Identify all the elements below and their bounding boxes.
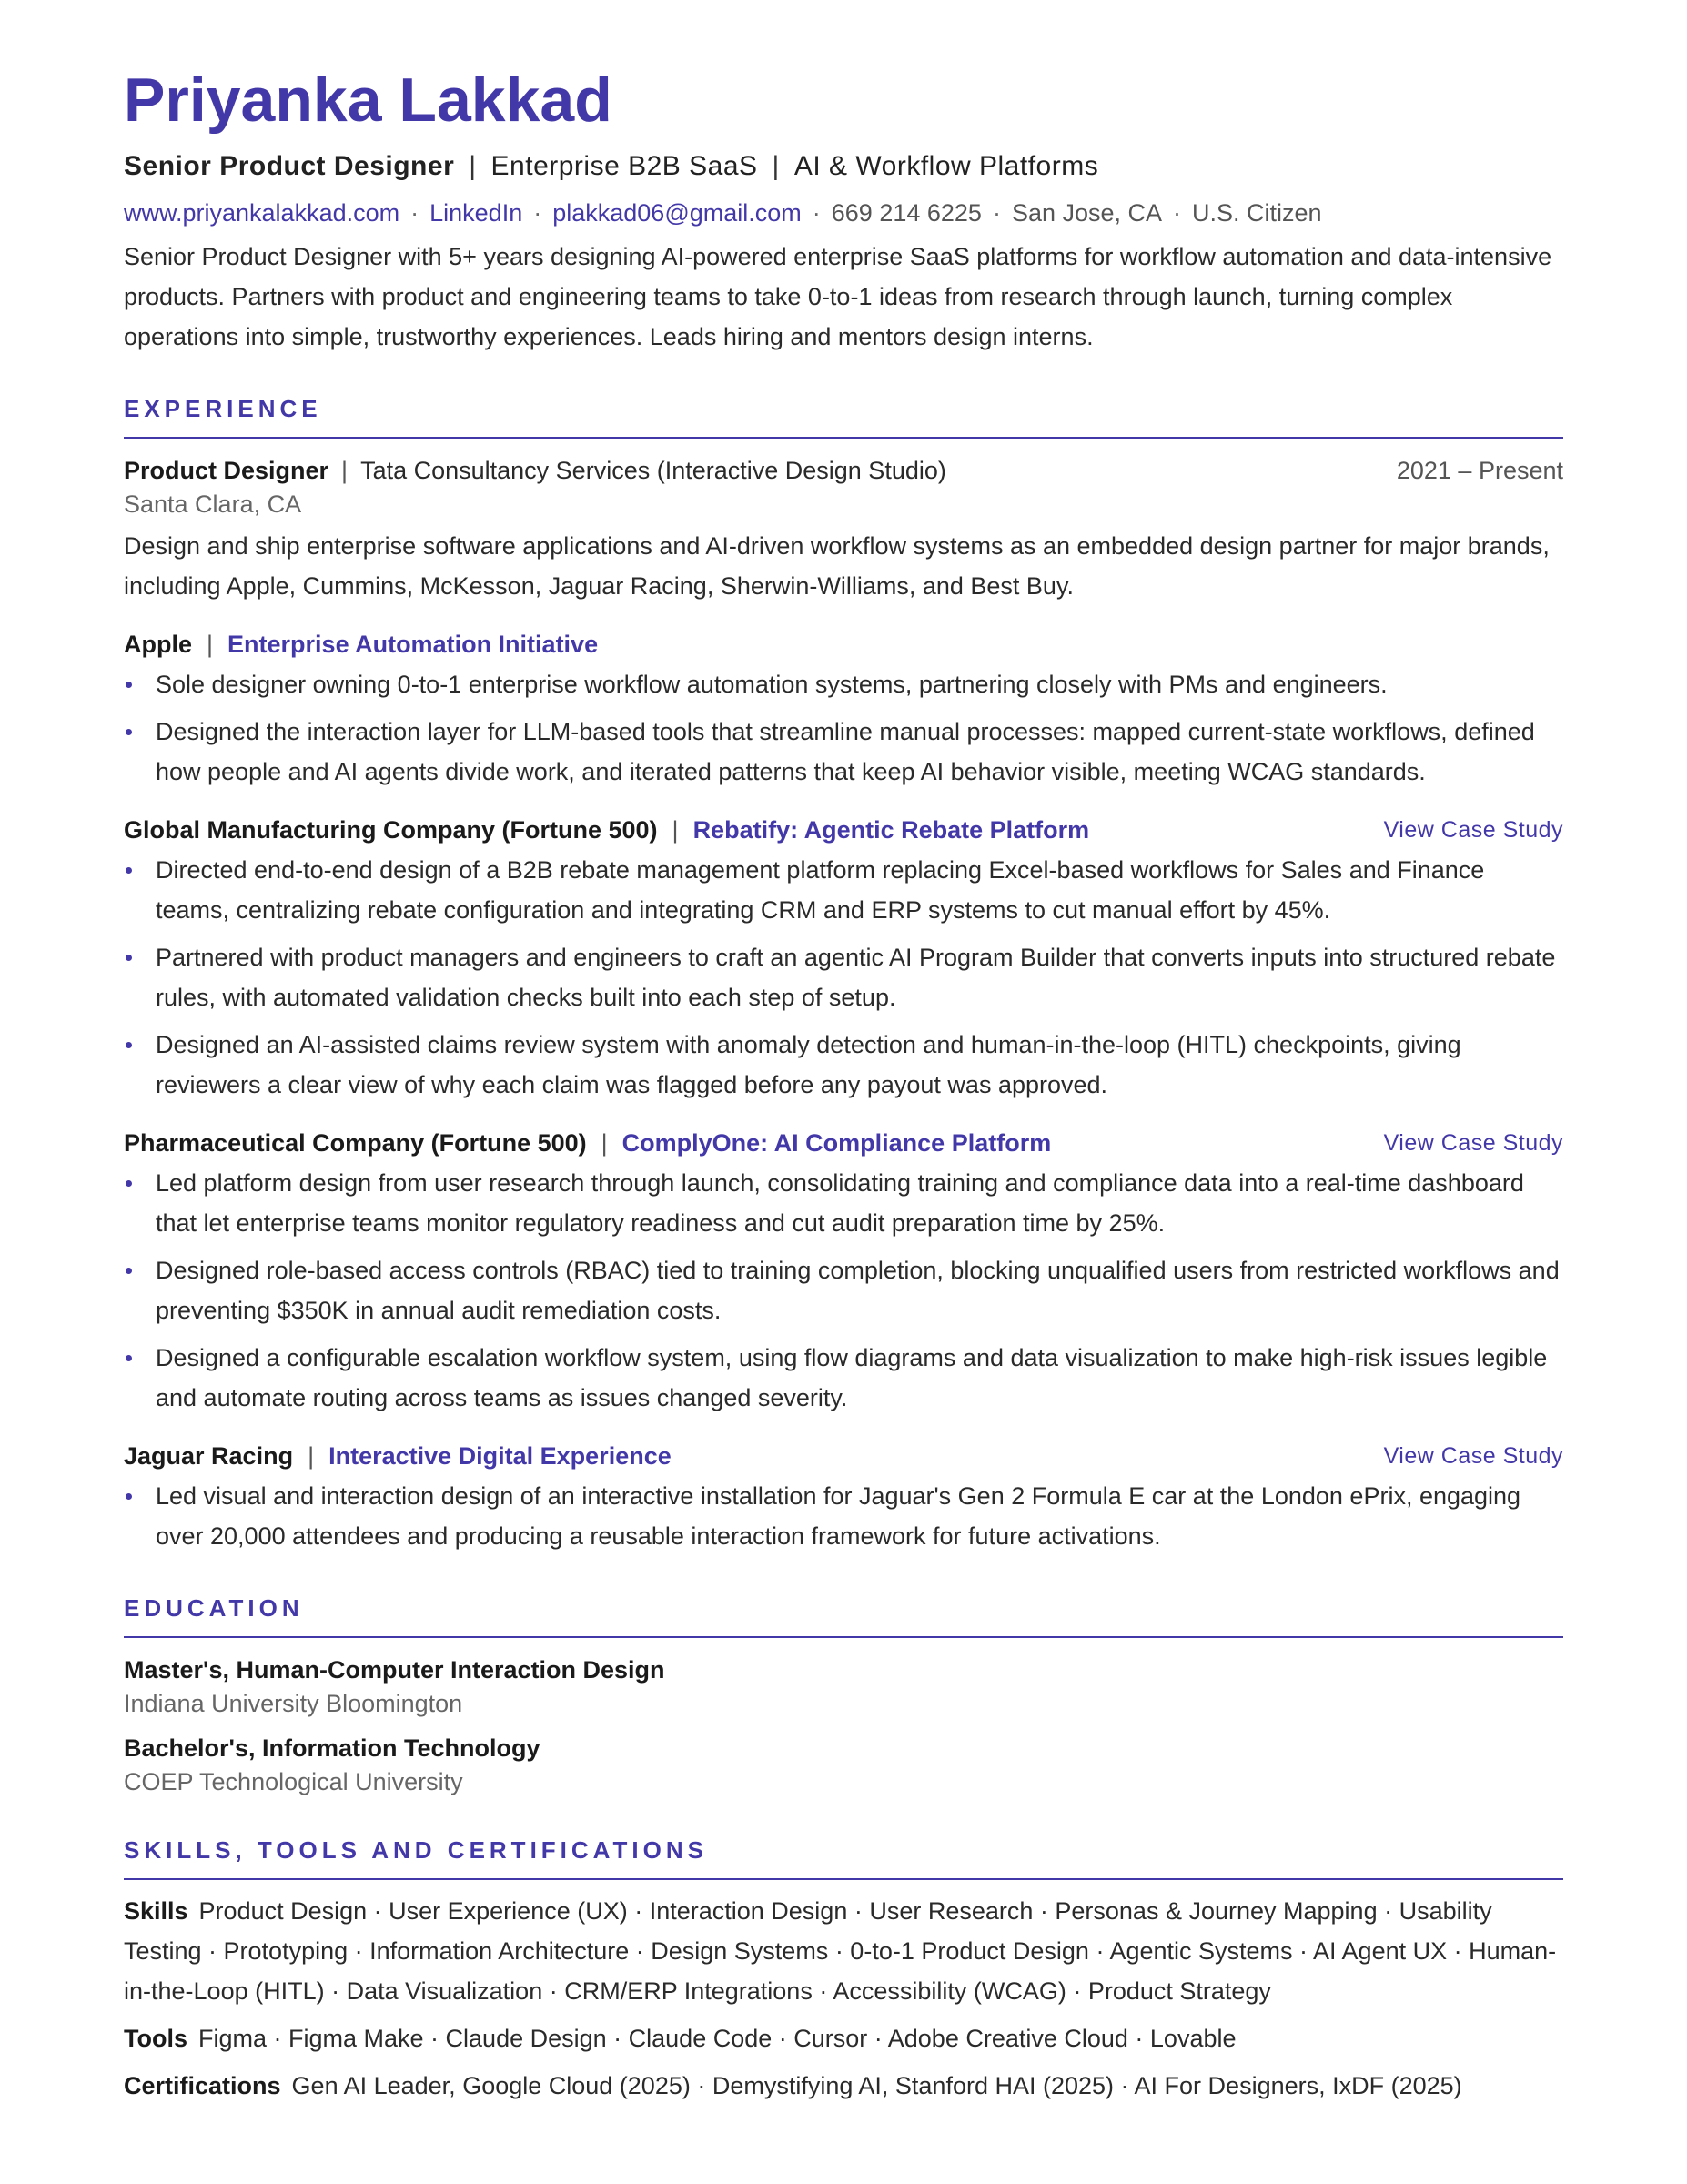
summary: Senior Product Designer with 5+ years designing AI-powered enterprise SaaS platforms for workflow automation and data-intensive products. Partners with product and engineering teams to take 0-to-1 ideas from research through launch, turning complex operations into simple, trustworthy experiences. Leads hiring and mentors design interns.: [124, 243, 1552, 350]
list-item: Designed the interaction layer for LLM-based tools that streamline manual processes: mapped current-state workflows, defined how people and AI agents divide work, and iterated patterns that keep AI behavior visible, meeting WCAG standards.: [124, 712, 1563, 792]
contact-line: [124, 197, 1563, 229]
project-title-line: [124, 812, 1089, 848]
edu-school: Indiana University Bloomington: [124, 1690, 463, 1717]
project-separator: |: [601, 1129, 608, 1157]
contact-dot: ·: [533, 199, 542, 227]
contact-dot: ·: [1173, 199, 1182, 227]
project-bullets-rebatify: [124, 850, 1563, 1105]
project-header-apple: [124, 626, 1563, 662]
certifications-value: Gen AI Leader, Google Cloud (2025) · Demystifying AI, Stanford HAI (2025) · AI For Designers, IxDF (2025): [291, 2072, 1462, 2099]
experience-section-title: EXPERIENCE: [124, 393, 1563, 439]
project-client: Apple: [124, 631, 193, 658]
job-header: [124, 453, 1563, 488]
view-case-study-link[interactable]: View Case Study: [1383, 817, 1563, 843]
project-name: Rebatify: Agentic Rebate Platform: [692, 816, 1090, 844]
resume-page: [124, 64, 1563, 2106]
project-header-rebatify: [124, 812, 1563, 848]
project-title-line: [124, 1438, 672, 1474]
phone-number: 669 214 6225: [831, 199, 982, 227]
headline-separator: |: [772, 151, 780, 181]
job-company: Tata Consultancy Services (Interactive Design Studio): [360, 457, 946, 484]
project-bullets-apple: [124, 664, 1563, 792]
project-header-jaguar: [124, 1438, 1563, 1474]
list-item: Sole designer owning 0-to-1 enterprise workflow automation systems, partnering closely with PMs and engineers.: [124, 664, 1563, 704]
list-item: Designed an AI-assisted claims review system with anomaly detection and human-in-the-loop (HITL) checkpoints, giving reviewers a clear view of why each claim was flagged before any payout was approved.: [124, 1025, 1563, 1105]
job-dates: 2021 – Present: [1396, 457, 1563, 484]
email-link[interactable]: plakkad06@gmail.com: [552, 199, 802, 227]
contact-dot: ·: [812, 199, 821, 227]
edu-school: COEP Technological University: [124, 1768, 463, 1795]
project-title-line: [124, 1125, 1051, 1161]
job-title-line: [124, 453, 946, 488]
project-client: Jaguar Racing: [124, 1442, 294, 1470]
contact-dot: ·: [992, 199, 1001, 227]
linkedin-link[interactable]: LinkedIn: [429, 199, 523, 227]
list-item: Led platform design from user research through launch, consolidating training and compliance data into a real-time dashboard that let enterprise teams monitor regulatory readiness and cut audit preparation time by 25%.: [124, 1163, 1563, 1243]
skills-row: [124, 1891, 1563, 2011]
list-item: Directed end-to-end design of a B2B rebate management platform replacing Excel-based workflows for Sales and Finance teams, centralizing rebate configuration and integrating CRM and ERP systems to cut manual effort by 45%.: [124, 850, 1563, 930]
project-client: Pharmaceutical Company (Fortune 500): [124, 1129, 587, 1157]
project-bullets-jaguar: [124, 1476, 1563, 1556]
view-case-study-link[interactable]: View Case Study: [1383, 1443, 1563, 1469]
tools-value: Figma · Figma Make · Claude Design · Claude Code · Cursor · Adobe Creative Cloud · Lovable: [198, 2025, 1237, 2052]
certifications-label: Certifications: [124, 2072, 281, 2099]
candidate-name: Priyanka Lakkad: [124, 66, 612, 135]
job-title: Product Designer: [124, 457, 329, 484]
skills-label: Skills: [124, 1897, 188, 1925]
project-name: Interactive Digital Experience: [328, 1442, 672, 1470]
job-separator: |: [341, 457, 349, 484]
headline-separator: |: [469, 151, 477, 181]
project-separator: |: [672, 816, 679, 844]
citizenship: U.S. Citizen: [1192, 199, 1322, 227]
project-title-line: [124, 626, 598, 662]
project-header-complyone: [124, 1125, 1563, 1161]
project-name: ComplyOne: AI Compliance Platform: [621, 1129, 1052, 1157]
project-bullets-complyone: [124, 1163, 1563, 1418]
project-separator: |: [207, 631, 214, 658]
location: San Jose, CA: [1011, 199, 1163, 227]
list-item: Led visual and interaction design of an interactive installation for Jaguar's Gen 2 Formula E car at the London ePrix, engaging over 20,000 attendees and producing a reusable interaction framework for future activations.: [124, 1476, 1563, 1556]
headline: [124, 149, 1563, 184]
tools-label: Tools: [124, 2025, 187, 2052]
list-item: Partnered with product managers and engineers to craft an agentic AI Program Builder that converts inputs into structured rebate rules, with automated validation checks built into each step of setup.: [124, 937, 1563, 1017]
skills-value: Product Design · User Experience (UX) · Interaction Design · User Research · Personas & Journey Mapping · Usability Testing · Prototyping · Information Architecture · Design Systems · 0-to-1 Product Design · Agentic Systems · AI Agent UX · Human-in-the-Loop (HITL) · Data Visualization · CRM/ERP Integrations · Accessibility (WCAG) · Product Strategy: [124, 1897, 1557, 2005]
edu-degree: Master's, Human-Computer Interaction Design: [124, 1656, 665, 1684]
job-description: Design and ship enterprise software applications and AI-driven workflow systems as an embedded design partner for major brands, including Apple, Cummins, McKesson, Jaguar Racing, Sherwin-Williams, and Best Buy.: [124, 532, 1550, 600]
website-link[interactable]: www.priyankalakkad.com: [124, 199, 400, 227]
project-separator: |: [308, 1442, 315, 1470]
list-item: Designed a configurable escalation workflow system, using flow diagrams and data visualization to make high-risk issues legible and automate routing across teams as issues changed severity.: [124, 1338, 1563, 1418]
view-case-study-link[interactable]: View Case Study: [1383, 1130, 1563, 1156]
skills-section-title: SKILLS, TOOLS AND CERTIFICATIONS: [124, 1835, 1563, 1880]
edu-degree: Bachelor's, Information Technology: [124, 1734, 540, 1762]
certifications-row: [124, 2066, 1563, 2106]
project-name: Enterprise Automation Initiative: [227, 631, 599, 658]
project-client: Global Manufacturing Company (Fortune 500): [124, 816, 658, 844]
job-location: Santa Clara, CA: [124, 490, 302, 518]
contact-dot: ·: [410, 199, 419, 227]
headline-role: Senior Product Designer: [124, 151, 455, 181]
headline-focus-1: Enterprise B2B SaaS: [490, 151, 758, 181]
headline-focus-2: AI & Workflow Platforms: [793, 151, 1099, 181]
list-item: Designed role-based access controls (RBAC) tied to training completion, blocking unqualified users from restricted workflows and preventing $350K in annual audit remediation costs.: [124, 1250, 1563, 1330]
education-section-title: EDUCATION: [124, 1592, 1563, 1638]
tools-row: [124, 2018, 1563, 2058]
